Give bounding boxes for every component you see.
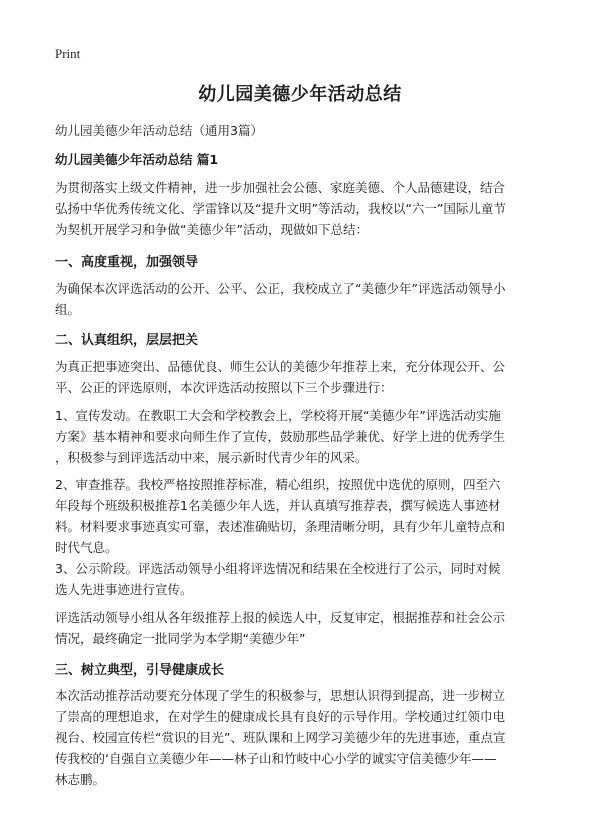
section2-summary-line: 情况，最终确定一批同学为本学期“美德少年” xyxy=(55,631,306,646)
intro-line: 弘扬中华优秀传统文化、学雷锋以及“提升文明”等活动，我校以“六一”国际儿童节 xyxy=(55,201,506,216)
step3-line: 3、公示阶段。评选活动领导小组将评选情况和结果在全校进行了公示，同时对候 xyxy=(55,561,501,576)
step3-line: 选人先进事迹进行宣传。 xyxy=(55,582,193,597)
section2-intro-line: 平、公正的评选原则，本次评选活动按照以下三个步骤进行： xyxy=(55,380,393,395)
section3-line: 本次活动推荐活动要充分体现了学生的积极参与，思想认识得到提高，进一步树立 xyxy=(55,688,506,703)
step3-paragraph xyxy=(55,558,550,600)
section2-summary-line: 评选活动领导小组从各年级推荐上报的候选人中，反复审定，根据推荐和社会公示 xyxy=(55,610,506,625)
document-subtitle: 幼儿园美德少年活动总结（通用3篇） xyxy=(55,123,263,138)
section3-line: 传我校的‘自强自立美德少年——林子山和竹岐中心小学的诚实守信美德少年—— xyxy=(55,751,497,766)
article-heading: 幼儿园美德少年活动总结 篇1 xyxy=(55,152,219,167)
section3-line: 视台、校园宣传栏“赏识的目光”、班队课和上网学习美德少年的先进事迹，重点宣 xyxy=(55,730,506,745)
section3-line: 林志鹏。 xyxy=(55,772,106,787)
step2-line: 年段每个班级积极推荐1名美德少年人选，并认真填写推荐表，撰写候选人事迹材 xyxy=(55,498,501,513)
section1-paragraph xyxy=(55,278,550,320)
section2-intro-line: 为真正把事迹突出、品德优良、师生公认的美德少年推荐上来，充分体现公开、公 xyxy=(55,359,506,374)
intro-line: 为契机开展学习和争做“美德少年”活动，现做如下总结： xyxy=(55,222,368,237)
section-heading-2: 二、认真组织，层层把关 xyxy=(55,333,199,348)
section3-paragraph xyxy=(55,685,550,790)
step2-paragraph xyxy=(55,474,550,558)
section-heading-3: 三、树立典型，引导健康成长 xyxy=(55,663,225,678)
intro-line: 为贯彻落实上级文件精神，进一步加强社会公德、家庭美德、个人品德建设，结合 xyxy=(55,180,506,195)
section1-line: 组。 xyxy=(55,302,81,317)
step2-line: 料。材料要求事迹真实可靠，表述准确贴切，条理清晰分明，具有少年儿童特点和 xyxy=(55,519,506,534)
step2-line: 2、审查推荐。我校严格按照推荐标准，精心组织，按照优中选优的原则，四至六 xyxy=(55,477,501,492)
section2-intro-paragraph xyxy=(55,356,550,398)
section1-line: 为确保本次评选活动的公开、公平、公正，我校成立了“美德少年”评选活动领导小 xyxy=(55,281,506,296)
print-label[interactable]: Print xyxy=(55,46,81,61)
step1-line: 方案》基本精神和要求向师生作了宣传，鼓励那些品学兼优、好学上进的优秀学生 xyxy=(55,429,506,444)
document-title: 幼儿园美德少年活动总结 xyxy=(198,84,402,105)
section-heading-1: 一、高度重视，加强领导 xyxy=(55,255,199,270)
step1-line: ，积极参与到评选活动中来，展示新时代青少年的风采。 xyxy=(55,450,368,465)
step2-line: 时代气息。 xyxy=(55,540,118,555)
step1-paragraph xyxy=(55,405,550,468)
step1-line: 1、宣传发动。在教职工大会和学校教会上，学校将开展“美德少年”评选活动实施 xyxy=(55,408,501,423)
section2-summary-paragraph xyxy=(55,607,550,649)
section3-line: 了崇高的理想追求，在对学生的健康成长具有良好的示导作用。学校通过红领巾电 xyxy=(55,709,506,724)
intro-paragraph xyxy=(55,177,550,240)
